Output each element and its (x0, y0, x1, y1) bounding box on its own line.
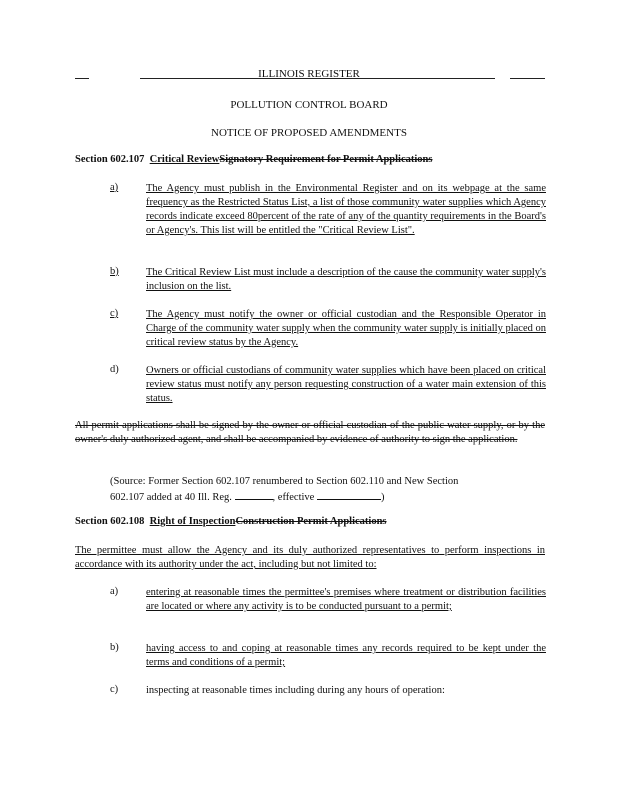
source-line-2: 602.107 added at 40 Ill. Reg. , effective ) (110, 489, 550, 505)
inspection-intro: The permittee must allow the Agency and its duly authorized representatives to perform inspections in accordance with its authority under the act, including but not limited to: (75, 545, 545, 570)
section-title-struck: Construction Permit Applications (235, 516, 387, 527)
effective-blank (317, 489, 381, 500)
section-number: Section 602.107 (75, 154, 145, 165)
source-note (110, 475, 550, 505)
inspect-item-a-label: a) (110, 586, 119, 597)
item-d-text: Owners or official custodians of community water supplies which have been placed on critical review status must notify any person requesting construction of a water main extension of this status. (146, 365, 546, 404)
inspect-item-b-label: b) (110, 642, 119, 653)
inspect-item-a-text: entering at reasonable times the permittee's premises where treatment or distribution facilities are located or where any activity is to be conducted pursuant to a permit; (146, 587, 546, 612)
register-blank (235, 489, 273, 500)
item-a-text: The Agency must publish in the Environmental Register and on its webpage at the same frequency as the Restricted Status List, a list of those community water supplies which Agency records indicate exceed 80percent of the rate of any of the quantity requirements in the Board's or Agency's. This list will be entitled the "Critical Review List". (146, 183, 546, 236)
section-number: Section 602.108 (75, 516, 145, 527)
section-602-108-heading (75, 516, 387, 527)
item-a-label: a) (110, 182, 119, 193)
section-602-107-heading (75, 154, 432, 165)
struck-paragraph: All permit applications shall be signed by the owner or official custodian of the public water supply, or by the owner's duly authorized agent, and shall be accompanied by evidence of authority to sign the application. (75, 420, 545, 445)
section-title-struck: Signatory Requirement for Permit Applications (219, 154, 433, 165)
item-b-text: The Critical Review List must include a description of the cause the community water supply's inclusion on the list. (146, 267, 546, 292)
inspect-item-b-text: having access to and coping at reasonable times any records required to be kept under the terms and conditions of a permit; (146, 643, 546, 668)
board-title: POLLUTION CONTROL BOARD (230, 99, 388, 111)
section-title-new: Right of Inspection (149, 516, 236, 527)
item-c-label: c) (110, 308, 119, 319)
inspect-item-c-text: inspecting at reasonable times including during any hours of operation: (146, 685, 445, 696)
notice-title: NOTICE OF PROPOSED AMENDMENTS (211, 127, 407, 139)
item-d-label: d) (110, 364, 119, 375)
source-line-1: (Source: Former Section 602.107 renumbered to Section 602.110 and New Section (110, 476, 459, 487)
register-title: ILLINOIS REGISTER (258, 68, 360, 80)
item-c-text: The Agency must notify the owner or official custodian and the Responsible Operator in Charge of the community water supply when the community water supply is initially placed on critical review status by the Agency. (146, 309, 546, 348)
section-title-new: Critical Review (149, 154, 220, 165)
item-b-label: b) (110, 266, 119, 277)
inspect-item-c-label: c) (110, 684, 119, 695)
